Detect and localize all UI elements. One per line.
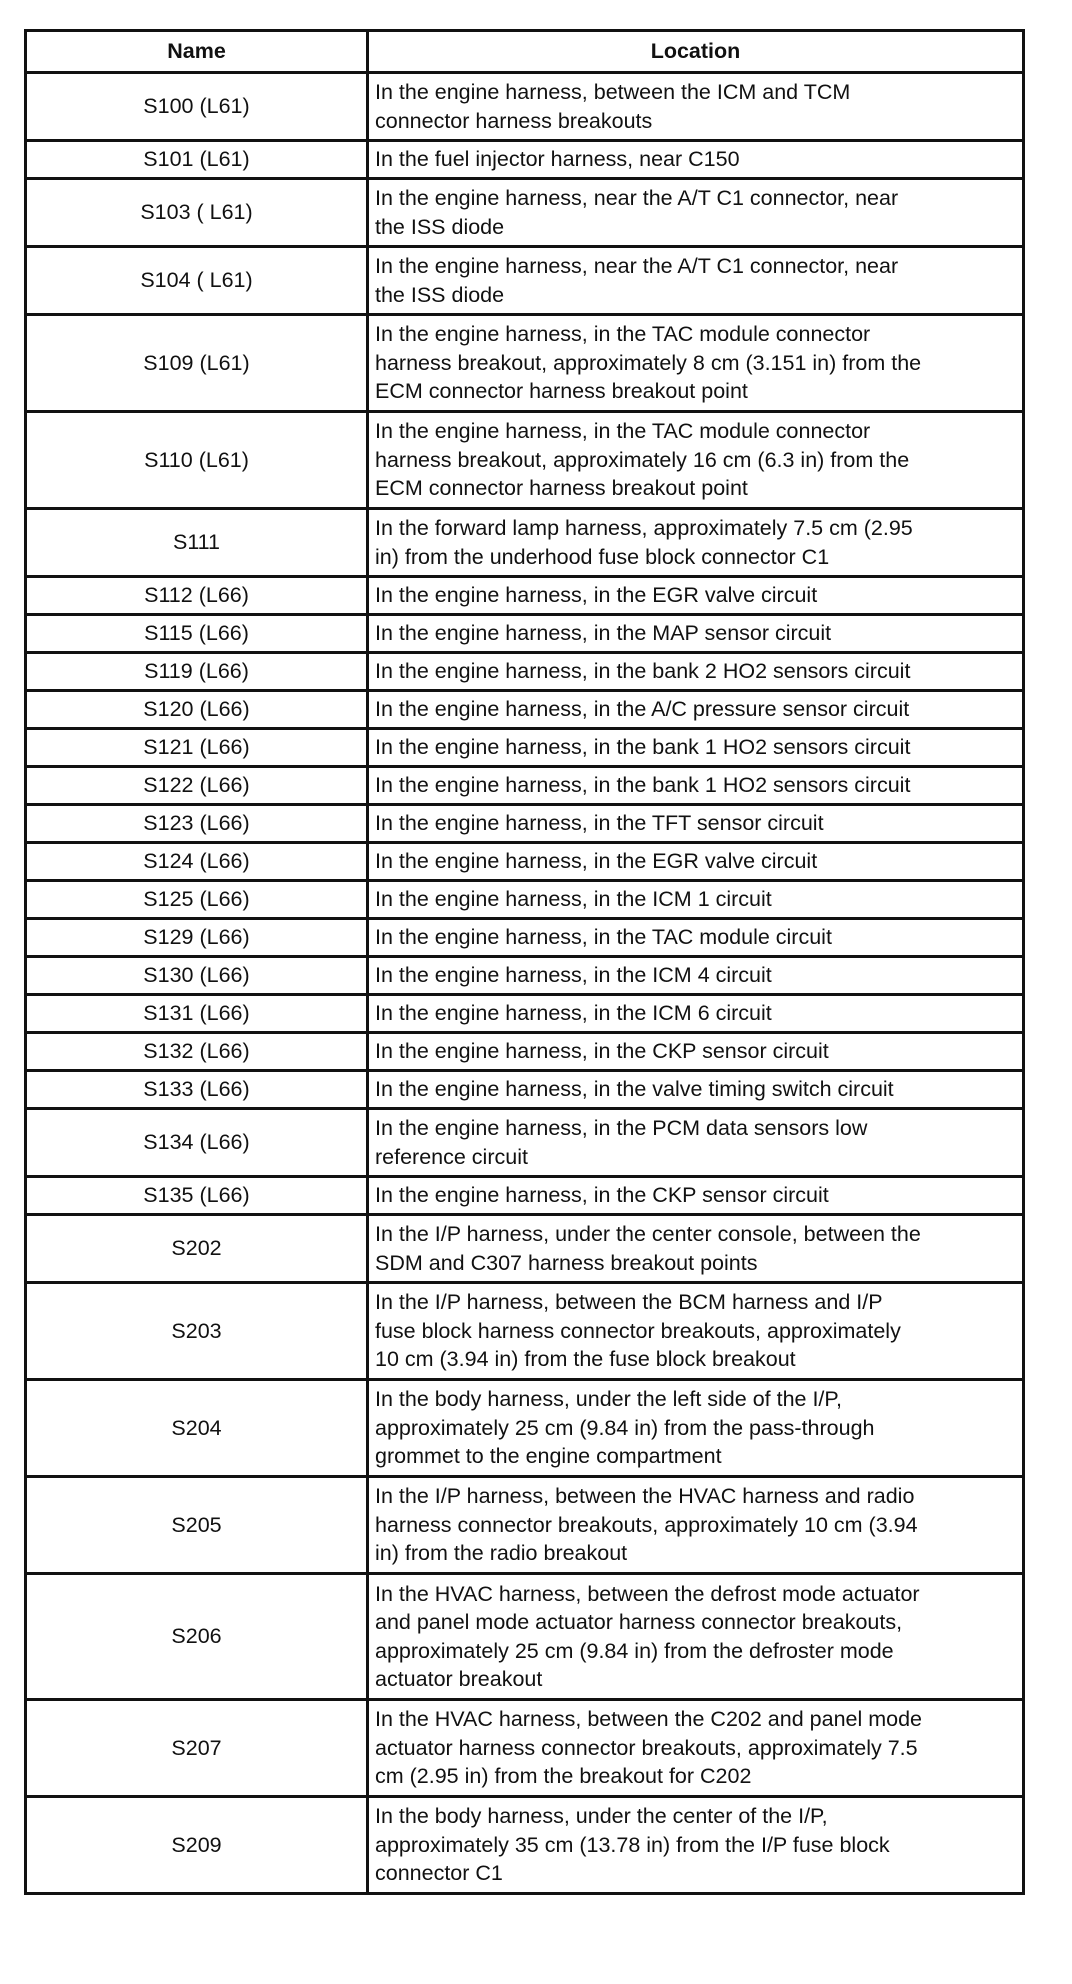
splice-name-cell: S203 [26,1283,368,1380]
column-header-name: Name [26,31,368,73]
splice-name-cell: S131 (L66) [26,995,368,1033]
splice-name-cell: S123 (L66) [26,805,368,843]
table-row [26,1033,1024,1071]
table-row [26,615,1024,653]
splice-location-cell: In the engine harness, in the TFT sensor circuit [368,805,1024,843]
table-row [26,691,1024,729]
splice-location-cell: In the engine harness, in the CKP sensor circuit [368,1177,1024,1215]
table-row [26,179,1024,247]
splice-name-cell: S207 [26,1700,368,1797]
table-row [26,767,1024,805]
table-row [26,247,1024,315]
table-row [26,1071,1024,1109]
table-row [26,805,1024,843]
splice-location-cell: In the engine harness, in the EGR valve circuit [368,843,1024,881]
splice-location-cell: In the I/P harness, under the center console, between the SDM and C307 harness breakout points [368,1215,1024,1283]
table-row [26,577,1024,615]
splice-name-cell: S110 (L61) [26,412,368,509]
splice-name-cell: S109 (L61) [26,315,368,412]
table-row [26,919,1024,957]
splice-location-cell: In the engine harness, in the TAC module connector harness breakout, approximately 8 cm (3.151 in) from the ECM connector harness breakout point [368,315,1024,412]
splice-location-cell: In the engine harness, in the bank 1 HO2 sensors circuit [368,767,1024,805]
table-row [26,881,1024,919]
splice-location-cell: In the I/P harness, between the BCM harness and I/P fuse block harness connector breakouts, approximately 10 cm (3.94 in) from the fuse block breakout [368,1283,1024,1380]
splice-location-cell: In the engine harness, in the ICM 4 circuit [368,957,1024,995]
table-row [26,729,1024,767]
splice-location-cell: In the engine harness, in the TAC module connector harness breakout, approximately 16 cm (6.3 in) from the ECM connector harness breakout point [368,412,1024,509]
splice-location-cell: In the I/P harness, between the HVAC harness and radio harness connector breakouts, approximately 10 cm (3.94 in) from the radio breakout [368,1477,1024,1574]
splice-location-cell: In the engine harness, between the ICM and TCM connector harness breakouts [368,73,1024,141]
splice-name-cell: S125 (L66) [26,881,368,919]
splice-location-cell: In the engine harness, near the A/T C1 connector, near the ISS diode [368,179,1024,247]
splice-name-cell: S130 (L66) [26,957,368,995]
splice-location-cell: In the engine harness, in the A/C pressure sensor circuit [368,691,1024,729]
table-row [26,1574,1024,1700]
splice-name-cell: S209 [26,1797,368,1894]
splice-location-cell: In the HVAC harness, between the C202 and panel mode actuator harness connector breakouts, approximately 7.5 cm (2.95 in) from the breakout for C202 [368,1700,1024,1797]
splice-location-cell: In the engine harness, in the CKP sensor circuit [368,1033,1024,1071]
splice-name-cell: S119 (L66) [26,653,368,691]
splice-location-cell: In the engine harness, in the bank 1 HO2 sensors circuit [368,729,1024,767]
splice-name-cell: S121 (L66) [26,729,368,767]
splice-location-cell: In the body harness, under the center of the I/P, approximately 35 cm (13.78 in) from the I/P fuse block connector C1 [368,1797,1024,1894]
splice-location-cell: In the engine harness, in the bank 2 HO2 sensors circuit [368,653,1024,691]
splice-location-cell: In the HVAC harness, between the defrost mode actuator and panel mode actuator harness connector breakouts, approximately 25 cm (9.84 in) from the defroster mode actuator breakout [368,1574,1024,1700]
table-row [26,957,1024,995]
splice-name-cell: S129 (L66) [26,919,368,957]
splice-name-cell: S206 [26,1574,368,1700]
splice-table-container [24,29,1022,1895]
splice-name-cell: S101 (L61) [26,141,368,179]
splice-location-cell: In the engine harness, in the ICM 6 circuit [368,995,1024,1033]
splice-name-cell: S132 (L66) [26,1033,368,1071]
table-row [26,1215,1024,1283]
splice-location-cell: In the engine harness, in the MAP sensor circuit [368,615,1024,653]
table-row [26,1380,1024,1477]
table-row [26,412,1024,509]
table-row [26,315,1024,412]
splice-name-cell: S122 (L66) [26,767,368,805]
splice-name-cell: S135 (L66) [26,1177,368,1215]
splice-location-cell: In the engine harness, in the PCM data sensors low reference circuit [368,1109,1024,1177]
table-row [26,995,1024,1033]
table-body [26,73,1024,1894]
splice-location-cell: In the fuel injector harness, near C150 [368,141,1024,179]
table-row [26,653,1024,691]
splice-location-cell: In the engine harness, in the TAC module circuit [368,919,1024,957]
table-row [26,843,1024,881]
table-row [26,509,1024,577]
splice-name-cell: S103 ( L61) [26,179,368,247]
splice-name-cell: S205 [26,1477,368,1574]
splice-location-cell: In the engine harness, in the EGR valve circuit [368,577,1024,615]
splice-name-cell: S115 (L66) [26,615,368,653]
splice-name-cell: S120 (L66) [26,691,368,729]
column-header-location: Location [368,31,1024,73]
splice-name-cell: S100 (L61) [26,73,368,141]
splice-location-cell: In the engine harness, near the A/T C1 connector, near the ISS diode [368,247,1024,315]
table-row [26,1283,1024,1380]
splice-name-cell: S204 [26,1380,368,1477]
table-header [26,31,1024,73]
splice-name-cell: S134 (L66) [26,1109,368,1177]
splice-name-cell: S104 ( L61) [26,247,368,315]
splice-name-cell: S202 [26,1215,368,1283]
splice-location-table [24,29,1025,1895]
header-row [26,31,1024,73]
splice-name-cell: S124 (L66) [26,843,368,881]
table-row [26,1700,1024,1797]
splice-location-cell: In the body harness, under the left side of the I/P, approximately 25 cm (9.84 in) from the pass-through grommet to the engine compartment [368,1380,1024,1477]
table-row [26,73,1024,141]
table-row [26,141,1024,179]
splice-location-cell: In the engine harness, in the valve timing switch circuit [368,1071,1024,1109]
splice-location-cell: In the forward lamp harness, approximately 7.5 cm (2.95 in) from the underhood fuse block connector C1 [368,509,1024,577]
splice-name-cell: S133 (L66) [26,1071,368,1109]
table-row [26,1797,1024,1894]
splice-location-cell: In the engine harness, in the ICM 1 circuit [368,881,1024,919]
table-row [26,1477,1024,1574]
table-row [26,1177,1024,1215]
splice-name-cell: S112 (L66) [26,577,368,615]
table-row [26,1109,1024,1177]
splice-name-cell: S111 [26,509,368,577]
